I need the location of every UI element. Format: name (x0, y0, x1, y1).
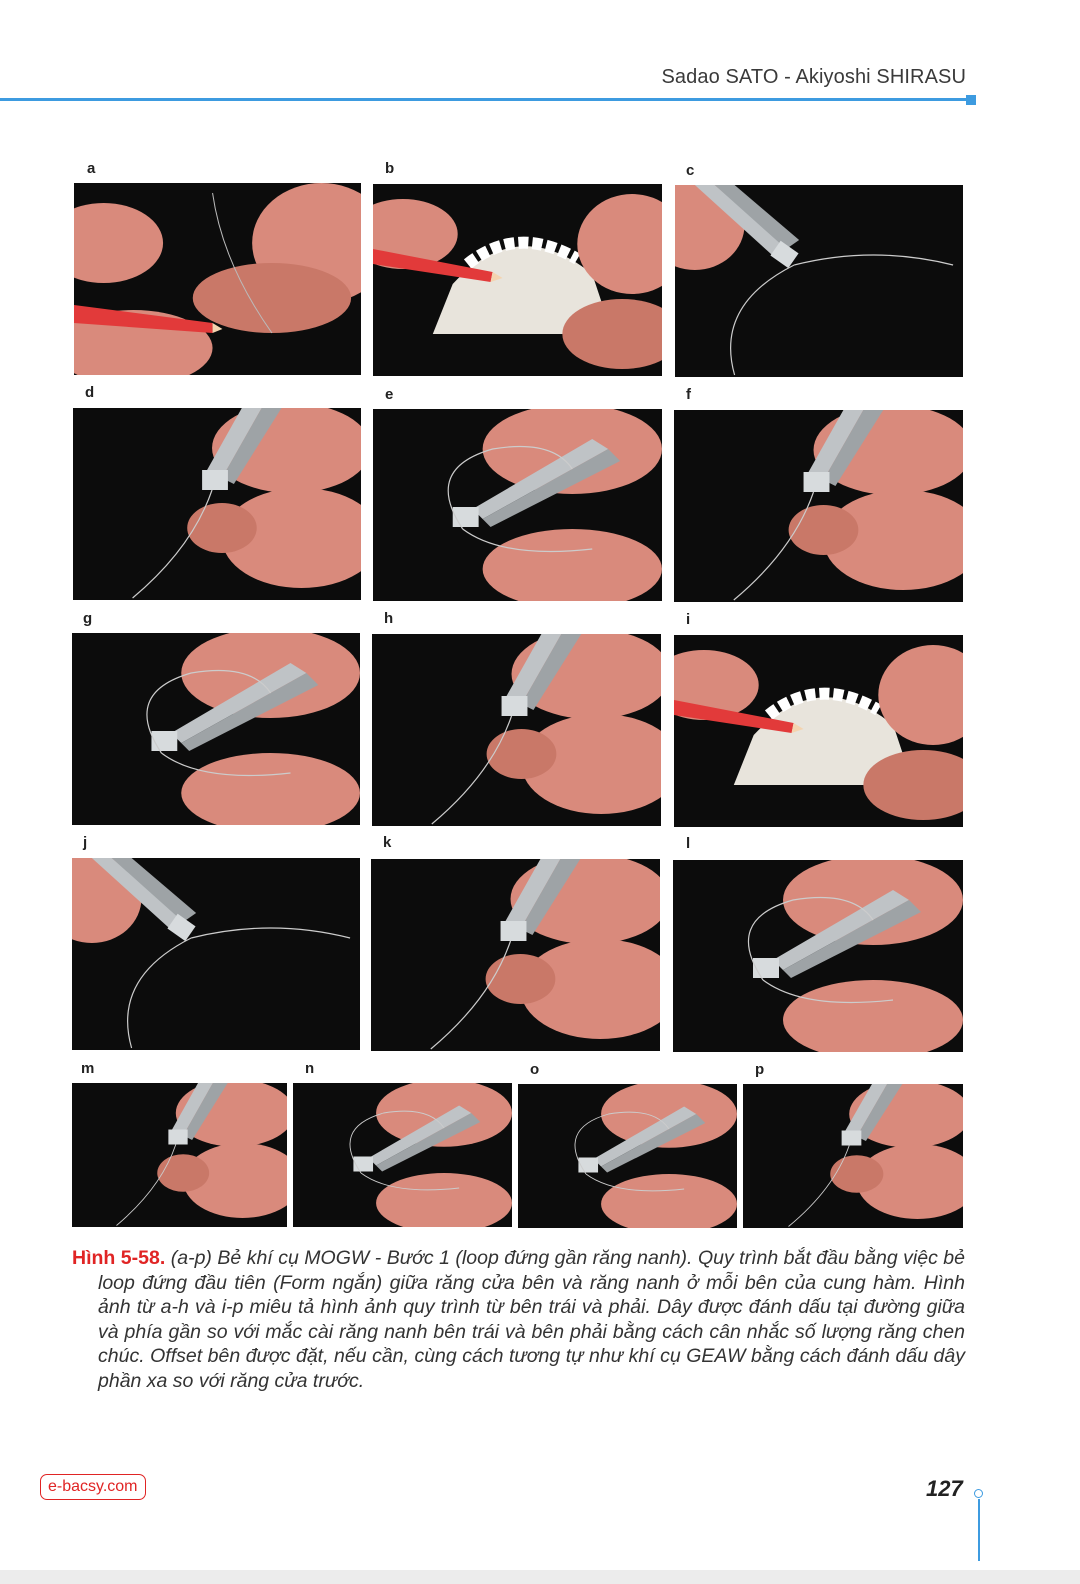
photo-c (675, 185, 963, 377)
header-rule-cap (966, 95, 976, 105)
photo-n (293, 1083, 512, 1227)
panel-label-m: m (81, 1060, 95, 1077)
photo-d-image (73, 408, 361, 600)
photo-h (372, 634, 661, 826)
photo-m-image (72, 1083, 287, 1227)
panel-label-a: a (87, 160, 96, 177)
panel-label-b: b (385, 160, 395, 177)
photo-i (674, 635, 963, 827)
photo-e-image (373, 409, 662, 601)
photo-a (74, 183, 361, 375)
photo-f-image (674, 410, 963, 602)
panel-label-f: f (686, 386, 691, 403)
photo-g-image (72, 633, 360, 825)
photo-o-image (518, 1084, 737, 1228)
panel-label-d: d (85, 384, 95, 401)
header-rule (0, 98, 972, 101)
photo-a-image (74, 183, 361, 375)
page-marker-dot (974, 1489, 983, 1498)
panel-label-h: h (384, 610, 394, 627)
photo-f (674, 410, 963, 602)
panel-label-n: n (305, 1060, 315, 1077)
panel-label-p: p (755, 1061, 765, 1078)
photo-o (518, 1084, 737, 1228)
photo-d (73, 408, 361, 600)
figure-caption (72, 1246, 965, 1394)
page-number: 127 (926, 1476, 963, 1501)
photo-k (371, 859, 660, 1051)
photo-k-image (371, 859, 660, 1051)
photo-b-image (373, 184, 662, 376)
caption-body: (a-p) Bẻ khí cụ MOGW - Bước 1 (loop đứng gần răng nanh). Quy trình bắt đầu bằng việc bẻ loop đứng đầu tiên (Form ngắn) giữa răng cửa bên và răng nanh ở mỗi bên của cung hàm. Hình ảnh từ a-h và i-p miêu tả hình ảnh quy trình từ bên trái và phải. Dây được đánh dấu tại đường giữa và phía gần so với mắc cài răng nanh bên trái và bên phải bằng cách cân nhắc số lượng răng chen chúc. Offset bên được đặt, nếu cần, cùng cách tương tự như khí cụ GEAW bằng cách đánh dấu dây phần xa so với răng cửa trước. (98, 1247, 965, 1392)
photo-l-image (673, 860, 963, 1052)
photo-i-image (674, 635, 963, 827)
photo-g (72, 633, 360, 825)
photo-l (673, 860, 963, 1052)
panel-label-g: g (83, 610, 93, 627)
photo-h-image (372, 634, 661, 826)
photo-p-image (743, 1084, 963, 1228)
panel-label-i: i (686, 611, 691, 628)
panel-label-o: o (530, 1061, 540, 1078)
header-author: Sadao SATO - Akiyoshi SHIRASU (661, 66, 966, 88)
caption-head: Hình 5-58. (72, 1247, 166, 1269)
photo-e (373, 409, 662, 601)
photo-p (743, 1084, 963, 1228)
panel-label-k: k (383, 834, 392, 851)
photo-j (72, 858, 360, 1050)
panel-label-j: j (83, 834, 88, 851)
photo-n-image (293, 1083, 512, 1227)
photo-m (72, 1083, 287, 1227)
photo-j-image (72, 858, 360, 1050)
site-badge[interactable]: e-bacsy.com (40, 1474, 146, 1500)
panel-label-l: l (686, 835, 691, 852)
panel-label-c: c (686, 162, 695, 179)
photo-b (373, 184, 662, 376)
page-marker-line (978, 1499, 980, 1561)
panel-label-e: e (385, 386, 394, 403)
photo-c-image (675, 185, 963, 377)
